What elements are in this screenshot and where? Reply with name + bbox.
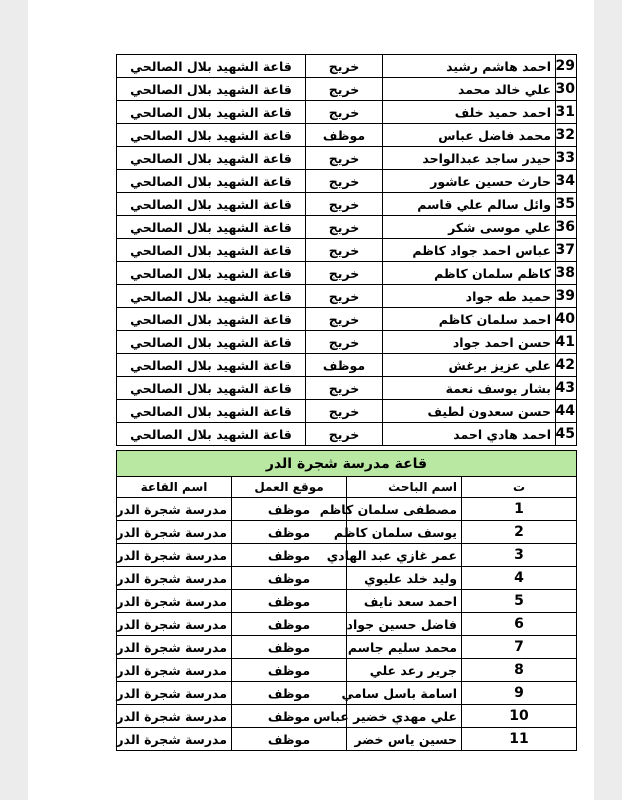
work-location: موظف [306,354,383,377]
table-row [117,101,577,124]
table-row [117,423,577,446]
row-number: 7 [462,636,577,659]
work-location: خريج [306,147,383,170]
row-number: 41 [556,331,577,354]
hall-name: قاعة الشهيد بلال الصالحي [117,377,306,400]
hall-name: قاعة الشهيد بلال الصالحي [117,308,306,331]
hall-name: قاعة الشهيد بلال الصالحي [117,400,306,423]
work-location: موظف [306,124,383,147]
hall-name: مدرسة شجرة الدر [117,498,232,521]
work-location: موظف [232,567,347,590]
hall-name: قاعة الشهيد بلال الصالحي [117,423,306,446]
researcher-name: علي عزيز برغش [383,354,556,377]
researcher-name: عباس احمد جواد كاظم [383,239,556,262]
row-number: 31 [556,101,577,124]
hall-name: مدرسة شجرة الدر [117,544,232,567]
row-number: 3 [462,544,577,567]
researcher-name: مصطفى سلمان كاظم [347,498,462,521]
table-row [117,354,577,377]
row-number: 11 [462,728,577,751]
table-row [117,544,577,567]
table-row [117,728,577,751]
hall-name: قاعة الشهيد بلال الصالحي [117,170,306,193]
work-location: خريج [306,78,383,101]
table-row [117,285,577,308]
table-row [117,308,577,331]
row-number: 39 [556,285,577,308]
hall-name: مدرسة شجرة الدر [117,613,232,636]
row-number: 6 [462,613,577,636]
row-number: 35 [556,193,577,216]
hall-name: قاعة الشهيد بلال الصالحي [117,193,306,216]
row-number: 32 [556,124,577,147]
row-number: 37 [556,239,577,262]
hall-name: قاعة الشهيد بلال الصالحي [117,147,306,170]
row-number: 4 [462,567,577,590]
work-location: خريج [306,423,383,446]
researcher-name: حسن سعدون لطيف [383,400,556,423]
researcher-name: كاظم سلمان كاظم [383,262,556,285]
table-row [117,498,577,521]
work-location: خريج [306,55,383,78]
table-row [117,262,577,285]
researcher-name: بشار يوسف نعمة [383,377,556,400]
row-number: 42 [556,354,577,377]
hall-name: مدرسة شجرة الدر [117,682,232,705]
hall-name: قاعة الشهيد بلال الصالحي [117,78,306,101]
work-location: خريج [306,101,383,124]
header-row [117,477,577,498]
work-location: موظف [232,728,347,751]
table-row [117,590,577,613]
row-number: 34 [556,170,577,193]
work-location: خريج [306,377,383,400]
row-number: 5 [462,590,577,613]
hall-name: قاعة الشهيد بلال الصالحي [117,331,306,354]
researcher-name: احمد حميد خلف [383,101,556,124]
table-row [117,521,577,544]
hall-name: قاعة الشهيد بلال الصالحي [117,239,306,262]
hall-name: قاعة الشهيد بلال الصالحي [117,101,306,124]
table-body [117,55,577,446]
work-location: موظف [232,636,347,659]
work-location: موظف [232,498,347,521]
row-number: 38 [556,262,577,285]
table-row [117,567,577,590]
table-row [117,216,577,239]
table-row [117,193,577,216]
work-location: موظف [232,682,347,705]
table-row [117,78,577,101]
researcher-name: حسن احمد جواد [383,331,556,354]
table-row [117,124,577,147]
row-number: 30 [556,78,577,101]
hall-name: مدرسة شجرة الدر [117,728,232,751]
hall-name: قاعة الشهيد بلال الصالحي [117,55,306,78]
hall-name: قاعة الشهيد بلال الصالحي [117,216,306,239]
researcher-name: علي موسى شكر [383,216,556,239]
header-researcher-name: اسم الباحث [347,477,462,498]
work-location: موظف [232,544,347,567]
row-number: 45 [556,423,577,446]
row-number: 2 [462,521,577,544]
researcher-name: جرير رعد علي [347,659,462,682]
hall-name: مدرسة شجرة الدر [117,636,232,659]
document-page [28,0,594,800]
researcher-name: حسين ياس خضر [347,728,462,751]
table-row [117,659,577,682]
hall-name: قاعة الشهيد بلال الصالحي [117,262,306,285]
row-number: 1 [462,498,577,521]
row-number: 33 [556,147,577,170]
researchers-table-shajarat-aldur [116,450,577,751]
researcher-name: احمد سعد نايف [347,590,462,613]
table-row [117,400,577,423]
work-location: خريج [306,216,383,239]
table-row [117,705,577,728]
row-number: 40 [556,308,577,331]
hall-name: مدرسة شجرة الدر [117,705,232,728]
work-location: موظف [232,613,347,636]
work-location: خريج [306,193,383,216]
work-location: خريج [306,170,383,193]
researcher-name: اسامة باسل سامي [347,682,462,705]
work-location: موظف [232,590,347,613]
researcher-name: يوسف سلمان كاظم [347,521,462,544]
researcher-name: حيدر ساجد عبدالواحد [383,147,556,170]
row-number: 29 [556,55,577,78]
header-number: ت [462,477,577,498]
row-number: 10 [462,705,577,728]
section-banner-row [117,451,577,477]
row-number: 44 [556,400,577,423]
table-row [117,682,577,705]
researcher-name: علي خالد محمد [383,78,556,101]
table-row [117,170,577,193]
section-title: قاعة مدرسة شجرة الدر [117,451,577,477]
work-location: خريج [306,331,383,354]
table-row [117,239,577,262]
table-row [117,55,577,78]
row-number: 36 [556,216,577,239]
hall-name: قاعة الشهيد بلال الصالحي [117,124,306,147]
header-hall-name: اسم القاعة [117,477,232,498]
researcher-name: وائل سالم علي قاسم [383,193,556,216]
header-work-location: موقع العمل [232,477,347,498]
work-location: خريج [306,285,383,308]
row-number: 43 [556,377,577,400]
table-row [117,636,577,659]
work-location: خريج [306,239,383,262]
table-row [117,613,577,636]
hall-name: مدرسة شجرة الدر [117,567,232,590]
researcher-name: محمد فاضل عباس [383,124,556,147]
work-location: خريج [306,400,383,423]
work-location: خريج [306,262,383,285]
researchers-table-bilal-hall [116,54,577,446]
researcher-name: حميد طه جواد [383,285,556,308]
row-number: 9 [462,682,577,705]
work-location: خريج [306,308,383,331]
table-row [117,377,577,400]
hall-name: مدرسة شجرة الدر [117,521,232,544]
work-location: موظف [232,659,347,682]
table-row [117,331,577,354]
researcher-name: حارث حسين عاشور [383,170,556,193]
table-body [117,451,577,751]
hall-name: مدرسة شجرة الدر [117,659,232,682]
researcher-name: محمد سليم جاسم [347,636,462,659]
work-location: موظف [232,705,347,728]
researcher-name: علي مهدي خضير عباس [347,705,462,728]
researcher-name: فاضل حسين جواد [347,613,462,636]
work-location: موظف [232,521,347,544]
researcher-name: احمد سلمان كاظم [383,308,556,331]
table-row [117,147,577,170]
hall-name: مدرسة شجرة الدر [117,590,232,613]
researcher-name: احمد هاشم رشيد [383,55,556,78]
researcher-name: عمر غازي عبد الهادي [347,544,462,567]
researcher-name: وليد خلد عليوي [347,567,462,590]
researcher-name: احمد هادي احمد [383,423,556,446]
hall-name: قاعة الشهيد بلال الصالحي [117,285,306,308]
hall-name: قاعة الشهيد بلال الصالحي [117,354,306,377]
row-number: 8 [462,659,577,682]
